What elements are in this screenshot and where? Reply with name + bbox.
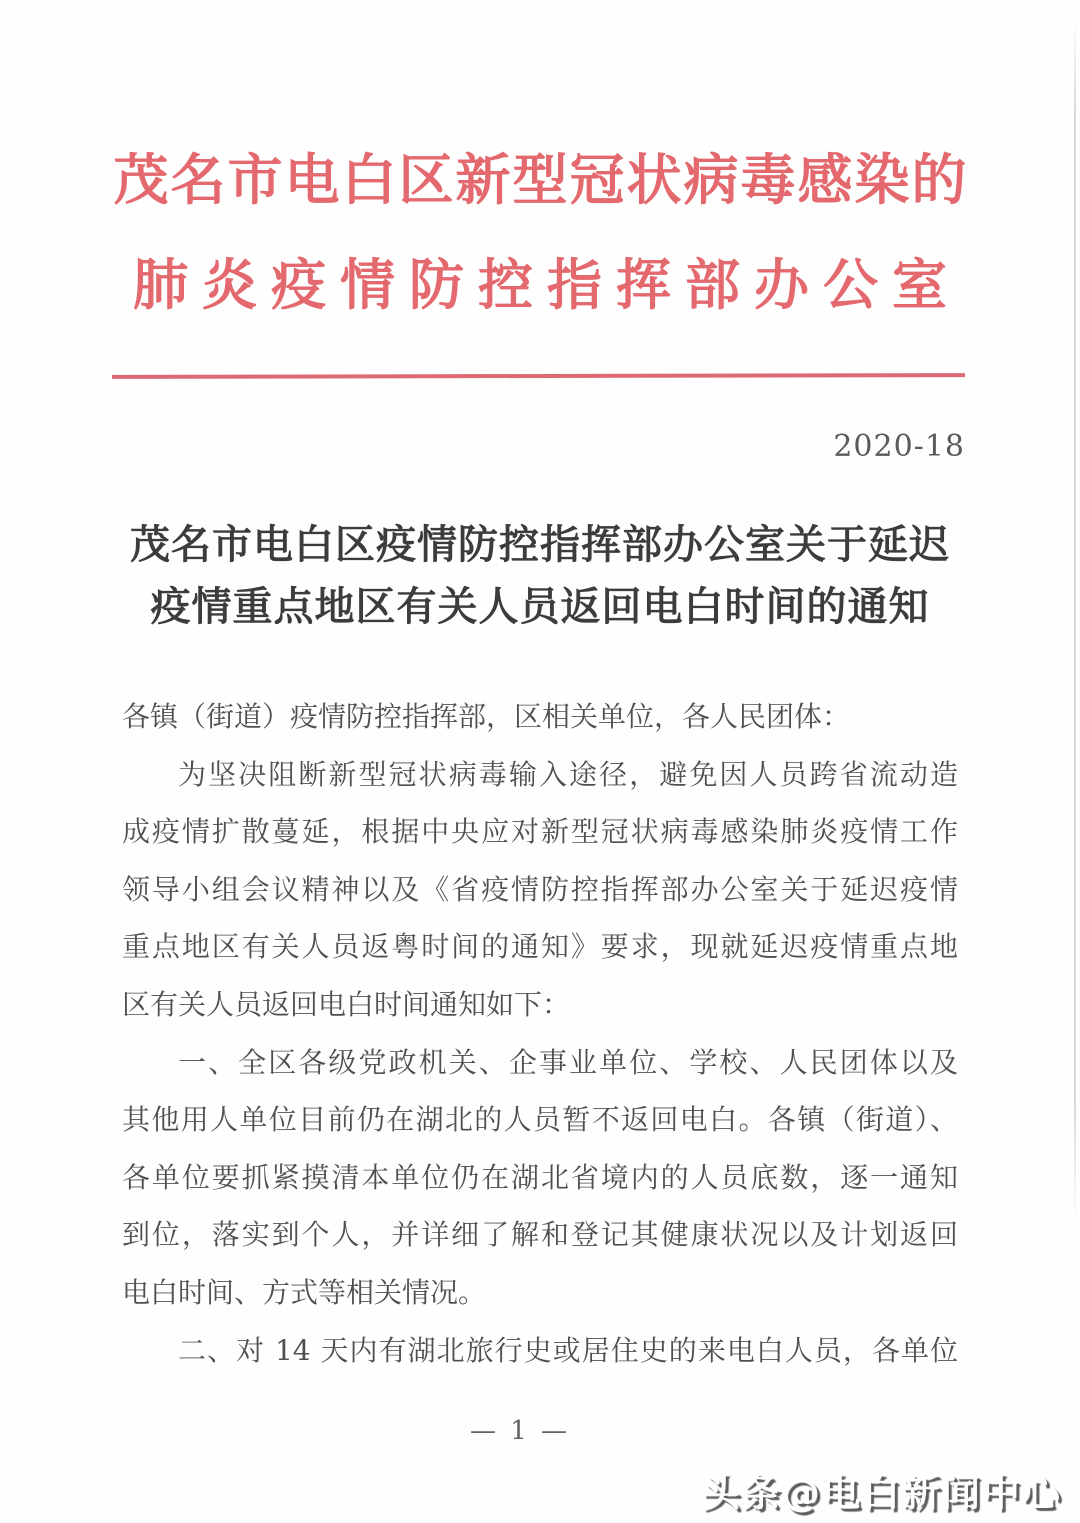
body-line: 重点地区有关人员返粤时间的通知》要求，现就延迟疫情重点地 xyxy=(122,930,958,964)
header-title-line1: 茂名市电白区新型冠状病毒感染的 xyxy=(113,147,969,212)
body-line: 各单位要抓紧摸清本单位仍在湖北省境内的人员底数，逐一通知 xyxy=(122,1160,958,1194)
body-line: 一、全区各级党政机关、企事业单位、学校、人民团体以及 xyxy=(178,1045,958,1079)
body-line: 到位，落实到个人，并详细了解和登记其健康状况以及计划返回 xyxy=(122,1218,958,1252)
scan-page-edge xyxy=(1074,18,1076,1223)
body-line: 成疫情扩散蔓延，根据中央应对新型冠状病毒感染肺炎疫情工作 xyxy=(122,815,958,849)
body-line: 二、对 14 天内有湖北旅行史或居住史的来电白人员，各单位 xyxy=(178,1333,958,1367)
header-red-rule xyxy=(112,373,965,379)
page-number: — 1 — xyxy=(469,1416,571,1446)
news-center-watermark: 头条@电白新闻中心 xyxy=(701,1471,1062,1515)
document-number: 2020-18 xyxy=(833,429,965,464)
body-line: 为坚决阻断新型冠状病毒输入途径，避免因人员跨省流动造 xyxy=(178,757,958,791)
body-line: 区有关人员返回电白时间通知如下： xyxy=(122,987,571,1021)
header-title-line2: 肺炎疫情防控指挥部办公室 xyxy=(132,252,961,317)
body-line: 电白时间、方式等相关情况。 xyxy=(122,1275,487,1309)
document-title-line1: 茂名市电白区疫情防控指挥部办公室关于延迟 xyxy=(130,521,950,568)
body-line: 领导小组会议精神以及《省疫情防控指挥部办公室关于延迟疫情 xyxy=(122,872,958,906)
document-body xyxy=(122,688,958,1379)
salutation-line: 各镇（街道）疫情防控指挥部，区相关单位，各人民团体： xyxy=(122,700,851,733)
document-title-line2: 疫情重点地区有关人员返回电白时间的通知 xyxy=(150,583,930,630)
body-line: 其他用人单位目前仍在湖北的人员暂不返回电白。各镇（街道）、 xyxy=(122,1103,958,1137)
document-title xyxy=(70,514,1010,638)
